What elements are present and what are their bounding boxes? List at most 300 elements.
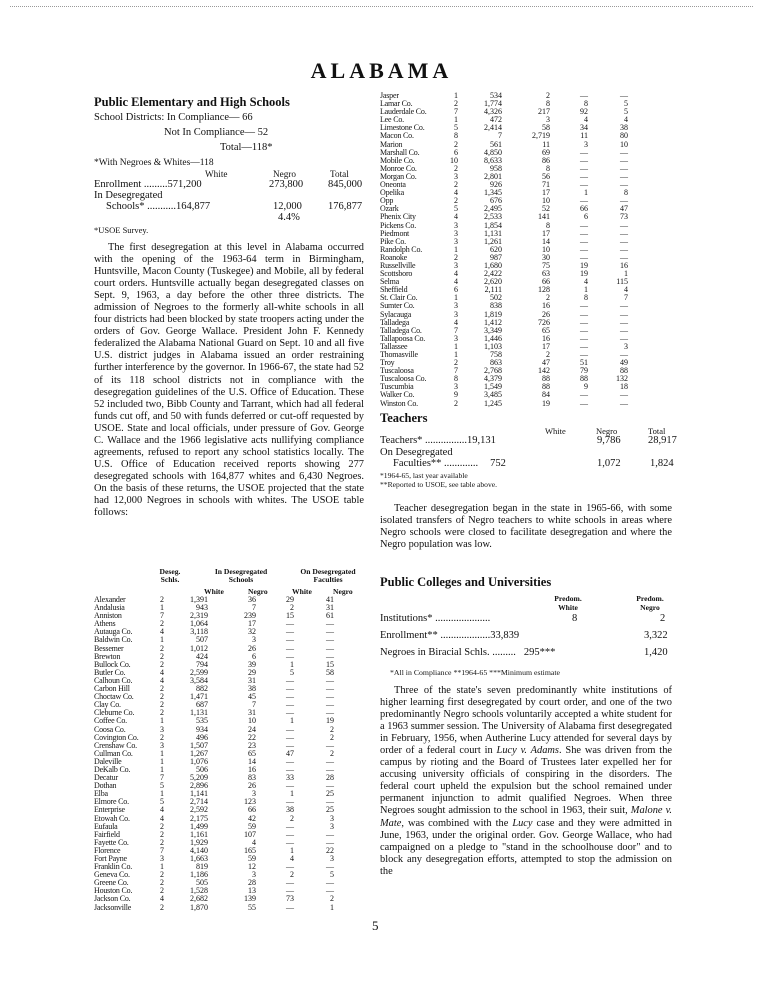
district-white: 496 xyxy=(196,732,208,742)
district-faculty-negro: 132 xyxy=(616,374,628,384)
district-row xyxy=(380,400,672,408)
district-faculty-white: — xyxy=(286,732,294,742)
district-row xyxy=(94,815,378,823)
district-white: 2,495 xyxy=(484,204,502,214)
district-schools: 4 xyxy=(160,667,164,677)
district-faculty-negro: — xyxy=(620,196,628,206)
district-white: 2,768 xyxy=(484,366,502,376)
district-faculty-negro: — xyxy=(620,317,628,327)
district-negro: 107 xyxy=(244,829,256,839)
page-number: 5 xyxy=(372,918,379,933)
district-faculty-negro: 2 xyxy=(330,748,334,758)
district-negro: 23 xyxy=(248,740,256,750)
district-faculty-white: — xyxy=(580,244,588,254)
colleges-footnote: *All in Compliance **1964-65 ***Minimum estimate xyxy=(390,668,560,677)
top-border xyxy=(10,6,753,7)
colleges-heading: Public Colleges and Universities xyxy=(380,575,552,589)
colleges-col-2 xyxy=(630,594,670,612)
district-row xyxy=(380,246,672,254)
district-row xyxy=(380,222,672,230)
district-name: Daleville xyxy=(94,757,122,766)
district-name: Anniston xyxy=(94,612,122,621)
teachers-col-negro: Negro xyxy=(596,426,618,436)
district-faculty-negro: — xyxy=(620,155,628,165)
district-schools: 2 xyxy=(454,139,458,149)
district-name: Jacksonville xyxy=(94,903,132,912)
district-row xyxy=(380,213,672,221)
district-negro: 8 xyxy=(546,163,550,173)
district-schools: 2 xyxy=(160,708,164,718)
district-negro: 36 xyxy=(248,595,256,604)
district-row xyxy=(94,636,378,644)
district-negro: 56 xyxy=(542,171,550,181)
district-schools: 1 xyxy=(160,603,164,613)
district-negro: 63 xyxy=(542,269,550,279)
district-schools: 7 xyxy=(454,107,458,117)
district-negro: 66 xyxy=(248,805,256,815)
district-negro: 10 xyxy=(542,244,550,254)
district-schools: 2 xyxy=(160,595,164,604)
district-white: 3,584 xyxy=(190,675,208,685)
district-white: 863 xyxy=(490,358,502,368)
district-white: 2,801 xyxy=(484,171,502,181)
district-white: 1,076 xyxy=(190,756,208,766)
district-faculty-negro: 1 xyxy=(624,269,628,279)
district-schools: 4 xyxy=(160,675,164,685)
district-negro: 38 xyxy=(248,684,256,694)
institutions-negro: 2 xyxy=(660,613,666,624)
district-negro: 65 xyxy=(542,325,550,335)
district-faculty-white: — xyxy=(580,350,588,359)
district-negro: 14 xyxy=(542,236,550,246)
teachers-footnote-1: *1964-65, last year available xyxy=(380,471,468,480)
district-negro: 13 xyxy=(248,886,256,896)
district-name: Carbon Hill xyxy=(94,685,130,694)
district-row xyxy=(94,863,378,871)
district-row xyxy=(380,351,672,359)
district-faculty-negro: — xyxy=(620,350,628,359)
enrollment-dots: ......... xyxy=(141,179,168,190)
district-row xyxy=(94,709,378,717)
district-negro: 17 xyxy=(542,188,550,198)
district-negro: 31 xyxy=(248,708,256,718)
district-row xyxy=(94,750,378,758)
teachers-row-2 xyxy=(393,457,506,471)
teachers-col-white: White xyxy=(545,426,566,436)
institutions-row xyxy=(380,612,490,626)
district-schools: 4 xyxy=(160,894,164,904)
district-schools: 7 xyxy=(454,325,458,335)
teachers-body xyxy=(380,503,672,551)
district-white: 2,896 xyxy=(190,781,208,791)
district-negro: 83 xyxy=(248,773,256,783)
teachers-col-total: Total xyxy=(648,426,666,436)
district-name: Thomasville xyxy=(380,351,418,359)
th-negro: Negro xyxy=(248,587,268,596)
district-faculty-negro: — xyxy=(326,797,334,807)
district-negro: 58 xyxy=(542,123,550,133)
district-white: 2,533 xyxy=(484,212,502,222)
district-row xyxy=(380,343,672,351)
district-row xyxy=(94,774,378,782)
district-schools: 9 xyxy=(454,390,458,400)
district-schools: 4 xyxy=(454,188,458,198)
district-white: 424 xyxy=(196,651,208,661)
district-faculty-negro: — xyxy=(326,627,334,637)
district-schools: 2 xyxy=(160,619,164,629)
district-white: 1,131 xyxy=(190,708,208,718)
district-schools: 3 xyxy=(454,171,458,181)
district-schools: 2 xyxy=(454,358,458,368)
district-faculty-negro: 2 xyxy=(330,894,334,904)
district-name: Crenshaw Co. xyxy=(94,741,137,750)
district-faculty-white: — xyxy=(286,781,294,791)
district-name: Fayette Co. xyxy=(94,838,129,847)
biracial-row xyxy=(380,646,555,660)
district-name: Tuscaloosa xyxy=(380,367,414,376)
districts-compliance: School Districts: In Compliance— 66 xyxy=(94,112,253,123)
district-faculty-white: — xyxy=(286,700,294,710)
district-schools: 3 xyxy=(160,854,164,863)
district-schools: 5 xyxy=(160,781,164,791)
district-negro: 17 xyxy=(542,341,550,351)
district-name: Athens xyxy=(94,620,116,629)
district-name: Geneva Co. xyxy=(94,871,130,880)
district-negro: 24 xyxy=(248,724,256,734)
district-negro: 217 xyxy=(538,107,550,117)
district-row xyxy=(380,238,672,246)
faculties-label: Faculties** xyxy=(393,458,442,469)
district-faculty-negro: 5 xyxy=(624,99,628,109)
district-negro: 32 xyxy=(248,627,256,637)
district-white: 507 xyxy=(196,635,208,645)
district-faculty-negro: — xyxy=(326,837,334,847)
district-schools: 3 xyxy=(454,382,458,392)
district-negro: 59 xyxy=(248,821,256,831)
district-white: 676 xyxy=(490,196,502,206)
district-faculty-negro: — xyxy=(326,619,334,629)
district-table-left xyxy=(94,596,378,912)
district-row xyxy=(380,294,672,302)
district-schools: 3 xyxy=(454,236,458,246)
district-name: Pickens Co. xyxy=(380,221,417,230)
district-name: Marion xyxy=(380,140,403,149)
district-white: 958 xyxy=(490,163,502,173)
district-row xyxy=(94,847,378,855)
district-row xyxy=(94,645,378,653)
district-schools: 1 xyxy=(454,293,458,303)
district-white: 1,929 xyxy=(190,837,208,847)
district-faculty-negro: — xyxy=(620,301,628,311)
district-negro: 17 xyxy=(542,228,550,238)
district-white: 1,064 xyxy=(190,619,208,629)
district-row xyxy=(380,367,672,375)
district-faculty-white: 92 xyxy=(580,107,588,117)
district-white: 2,714 xyxy=(190,797,208,807)
case-lucy-adams: Lucy v. Adams xyxy=(496,745,559,757)
th-negro-2: Negro xyxy=(333,587,353,596)
district-name: Bessemer xyxy=(94,644,124,653)
district-faculty-white: 6 xyxy=(584,212,588,222)
district-white: 1,131 xyxy=(484,228,502,238)
district-faculty-white: — xyxy=(580,236,588,246)
district-schools: 1 xyxy=(160,756,164,766)
district-white: 7 xyxy=(498,131,502,141)
faculties-negro: 1,072 xyxy=(597,458,621,469)
district-faculty-negro: 3 xyxy=(330,813,334,823)
district-schools: 8 xyxy=(454,374,458,384)
district-faculty-white: — xyxy=(286,619,294,629)
district-row xyxy=(380,116,672,124)
district-schools: 1 xyxy=(454,341,458,351)
district-negro: 17 xyxy=(248,619,256,629)
district-faculty-negro: 3 xyxy=(330,821,334,831)
district-faculty-white: — xyxy=(580,171,588,181)
district-row xyxy=(380,149,672,157)
district-faculty-negro: 15 xyxy=(326,659,334,669)
district-schools: 6 xyxy=(454,285,458,295)
district-schools: 2 xyxy=(160,643,164,653)
district-white: 758 xyxy=(490,350,502,359)
district-name: Randolph Co. xyxy=(380,245,423,254)
district-faculty-negro: 38 xyxy=(620,123,628,133)
teachers-label: Teachers* xyxy=(380,435,423,446)
district-faculty-negro: 80 xyxy=(620,131,628,141)
district-schools: 1 xyxy=(160,716,164,726)
district-negro: 239 xyxy=(244,611,256,621)
district-negro: 3 xyxy=(252,635,256,645)
deseg-row xyxy=(106,200,210,214)
district-white: 561 xyxy=(490,139,502,149)
district-name: Bullock Co. xyxy=(94,660,131,669)
deseg-label-1: In Desegregated xyxy=(94,190,163,201)
district-schools: 2 xyxy=(160,821,164,831)
district-name: Talladega Co. xyxy=(380,326,422,335)
district-schools: 2 xyxy=(160,659,164,669)
district-schools: 2 xyxy=(454,196,458,206)
district-name: Selma xyxy=(380,278,399,287)
usoe-footnote: *USOE Survey. xyxy=(94,225,149,235)
district-name: Monroe Co. xyxy=(380,164,417,173)
district-row xyxy=(94,685,378,693)
district-faculty-negro: — xyxy=(620,398,628,408)
district-schools: 7 xyxy=(160,845,164,855)
district-faculty-white: 4 xyxy=(584,277,588,287)
district-name: Roanoke xyxy=(380,253,408,262)
district-name: Covington Co. xyxy=(94,733,139,742)
district-faculty-negro: — xyxy=(326,878,334,888)
district-faculty-white: — xyxy=(286,643,294,653)
district-faculty-negro: 61 xyxy=(326,611,334,621)
colleges-body xyxy=(380,685,672,901)
district-row xyxy=(380,262,672,270)
district-schools: 4 xyxy=(454,212,458,222)
district-name: Sylacauga xyxy=(380,310,412,319)
district-name: Tallassee xyxy=(380,342,408,351)
district-faculty-white: 66 xyxy=(580,204,588,214)
district-faculty-white: — xyxy=(580,180,588,190)
district-faculty-negro: 49 xyxy=(620,358,628,368)
deseg-dots: ........... xyxy=(144,201,177,212)
district-faculty-negro: 5 xyxy=(624,107,628,117)
district-name: Tuscumbia xyxy=(380,383,414,392)
district-faculty-negro: — xyxy=(326,781,334,791)
district-name: Opp xyxy=(380,197,394,206)
deseg-label-2: Schools* xyxy=(106,201,145,212)
district-name: Russellville xyxy=(380,261,416,270)
district-schools: 7 xyxy=(454,366,458,376)
biracial-label: Negroes in Biracial Schls. xyxy=(380,647,490,658)
th-deseg: Deseg. xyxy=(159,567,181,576)
district-faculty-negro: — xyxy=(620,171,628,181)
district-negro: 86 xyxy=(542,155,550,165)
district-faculty-negro: — xyxy=(326,692,334,702)
district-schools: 2 xyxy=(160,732,164,742)
district-faculty-negro: — xyxy=(326,635,334,645)
district-faculty-negro: 3 xyxy=(624,341,628,351)
district-row xyxy=(94,798,378,806)
district-faculty-white: — xyxy=(580,163,588,173)
district-row xyxy=(94,782,378,790)
district-faculty-white: — xyxy=(580,341,588,351)
districts-not: Not In Compliance— 52 xyxy=(164,127,269,138)
district-name: Sheffield xyxy=(380,286,408,295)
district-white: 2,319 xyxy=(190,611,208,621)
deseg-negro: 12,000 xyxy=(273,201,302,212)
district-negro: 55 xyxy=(248,902,256,912)
district-schools: 3 xyxy=(160,724,164,734)
teachers-row2-label-1: On Desegregated xyxy=(380,447,453,458)
district-row xyxy=(94,823,378,831)
district-name: Calhoun Co. xyxy=(94,676,133,685)
district-negro: 3 xyxy=(252,789,256,799)
district-schools: 3 xyxy=(454,260,458,270)
district-faculty-negro: — xyxy=(326,862,334,872)
th-white: White xyxy=(204,587,224,596)
enrollment-label: Enrollment xyxy=(94,179,142,190)
district-name: Elba xyxy=(94,790,108,799)
district-row xyxy=(94,887,378,895)
district-faculty-white: 1 xyxy=(584,285,588,295)
case-malone-mate: Malone v. Mate xyxy=(380,805,672,829)
district-faculty-negro: — xyxy=(620,309,628,319)
col-white: White xyxy=(205,169,228,179)
enrollment-negro: 273,800 xyxy=(269,179,304,190)
district-schools: 2 xyxy=(160,878,164,888)
district-faculty-white: 1 xyxy=(584,188,588,198)
district-negro: 4 xyxy=(252,837,256,847)
district-faculty-negro: 8 xyxy=(624,188,628,198)
district-faculty-negro: 3 xyxy=(330,854,334,863)
district-row xyxy=(380,173,672,181)
district-negro: 2 xyxy=(546,293,550,303)
district-white: 1,471 xyxy=(190,692,208,702)
district-faculty-negro: 58 xyxy=(326,667,334,677)
district-name: Pike Co. xyxy=(380,237,406,246)
district-table-right xyxy=(380,92,672,408)
district-white: 535 xyxy=(196,716,208,726)
district-row xyxy=(380,278,672,286)
district-white: 1,528 xyxy=(190,886,208,896)
district-white: 1,261 xyxy=(484,236,502,246)
district-faculty-negro: 10 xyxy=(620,139,628,149)
district-white: 2,422 xyxy=(484,269,502,279)
teachers-heading: Teachers xyxy=(380,411,428,425)
district-negro: 26 xyxy=(248,781,256,791)
district-faculty-white: 34 xyxy=(580,123,588,133)
district-row xyxy=(94,831,378,839)
district-negro: 128 xyxy=(538,285,550,295)
district-white: 4,326 xyxy=(484,107,502,117)
district-faculty-white: — xyxy=(580,220,588,230)
district-name: Decatur xyxy=(94,774,118,783)
district-schools: 10 xyxy=(450,155,458,165)
district-negro: 69 xyxy=(542,147,550,157)
district-faculty-negro: 25 xyxy=(326,805,334,815)
district-faculty-white: 19 xyxy=(580,269,588,279)
district-faculty-white: — xyxy=(286,692,294,702)
district-faculty-white: 88 xyxy=(580,374,588,384)
district-faculty-white: — xyxy=(286,886,294,896)
district-white: 472 xyxy=(490,115,502,125)
district-name: Ozark xyxy=(380,205,399,214)
colleges-col-2b: Negro xyxy=(640,603,660,612)
district-name: Franklin Co. xyxy=(94,863,133,872)
enrollment-college-dots: ................... xyxy=(437,630,491,641)
district-faculty-negro: 115 xyxy=(616,277,628,287)
district-white: 620 xyxy=(490,244,502,254)
district-white: 2,175 xyxy=(190,813,208,823)
district-faculty-negro: 2 xyxy=(330,724,334,734)
district-schools: 2 xyxy=(160,870,164,880)
district-negro: 123 xyxy=(244,797,256,807)
deseg-pct: 4.4% xyxy=(278,212,300,223)
district-negro: 10 xyxy=(542,196,550,206)
teachers-total: 28,917 xyxy=(648,435,677,446)
colleges-body-text xyxy=(380,685,672,878)
district-white: 943 xyxy=(196,603,208,613)
faculties-dots: ............. xyxy=(441,458,479,469)
district-faculty-white: 33 xyxy=(286,773,294,783)
district-white: 2,414 xyxy=(484,123,502,133)
district-row xyxy=(94,717,378,725)
district-name: Phenix City xyxy=(380,213,416,222)
district-row xyxy=(94,596,378,604)
district-faculty-negro: — xyxy=(620,236,628,246)
district-name: Houston Co. xyxy=(94,887,133,896)
district-name: Fairfield xyxy=(94,830,120,839)
district-negro: 2,719 xyxy=(532,131,550,141)
institutions-label: Institutions* xyxy=(380,613,433,624)
district-negro: 59 xyxy=(248,854,256,863)
district-faculty-white: — xyxy=(286,651,294,661)
district-schools: 1 xyxy=(160,862,164,872)
district-faculty-negro: — xyxy=(620,244,628,254)
district-name: Florence xyxy=(94,846,121,855)
district-schools: 4 xyxy=(454,277,458,287)
district-name: Sumter Co. xyxy=(380,302,415,311)
district-faculty-white: — xyxy=(580,196,588,206)
district-schools: 2 xyxy=(454,99,458,109)
district-row xyxy=(94,879,378,887)
district-faculty-white: 1 xyxy=(290,659,294,669)
district-faculty-white: — xyxy=(286,684,294,694)
district-schools: 8 xyxy=(454,131,458,141)
district-name: Etowah Co. xyxy=(94,814,130,823)
district-white: 3,118 xyxy=(190,627,208,637)
district-schools: 3 xyxy=(454,301,458,311)
district-faculty-negro: — xyxy=(326,708,334,718)
